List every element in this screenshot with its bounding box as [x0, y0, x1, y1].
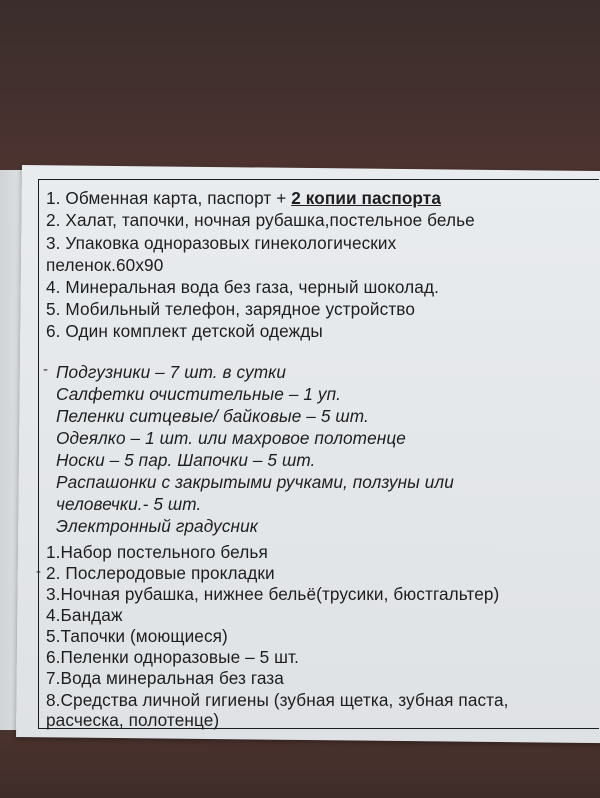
- mother-item: 2. Послеродовые прокладки: [46, 563, 275, 583]
- section1-line1: [46, 188, 441, 208]
- baby-item: Одеялко – 1 шт. или махровое полотенце: [56, 428, 406, 448]
- baby-item: Носки – 5 пар. Шапочки – 5 шт.: [56, 450, 316, 470]
- line1-text: 1. Обменная карта, паспорт +: [46, 188, 292, 208]
- baby-item: человечки.- 5 шт.: [56, 494, 202, 514]
- baby-item: Подгузники – 7 шт. в сутки: [56, 362, 286, 382]
- mother-item: 7.Вода минеральная без газа: [46, 668, 284, 688]
- mother-item: 6.Пеленки одноразовые – 5 шт.: [46, 647, 299, 667]
- mother-item: 8.Средства личной гигиены (зубная щетка, зубная паста,: [46, 690, 509, 710]
- background-top: [0, 0, 600, 180]
- mother-item: 5.Тапочки (моющиеся): [46, 626, 228, 646]
- line1-emphasis: 2 копии паспорта: [291, 188, 441, 208]
- baby-item: Распашонки с закрытыми ручками, ползуны или: [56, 472, 454, 492]
- section1-line5: 5. Мобильный телефон, зарядное устройство: [46, 299, 415, 319]
- baby-item: Электронный градусник: [56, 516, 258, 536]
- section1-line6: 6. Один комплект детской одежды: [46, 321, 323, 341]
- mother-item: 4.Бандаж: [46, 605, 123, 625]
- section1-line3b: пеленок.60х90: [46, 255, 164, 275]
- margin-dash: -: [43, 361, 48, 378]
- baby-item: Салфетки очистительные – 1 уп.: [56, 384, 342, 404]
- mother-item: расческа, полотенце): [46, 710, 220, 730]
- margin-dash: -: [36, 563, 41, 580]
- section1-line2: 2. Халат, тапочки, ночная рубашка,постельное белье: [46, 210, 475, 230]
- mother-item: 1.Набор постельного белья: [46, 542, 268, 562]
- baby-item: Пеленки ситцевые/ байковые – 5 шт.: [56, 406, 369, 426]
- section1-line3: 3. Упаковка одноразовых гинекологических: [46, 233, 397, 253]
- section1-line4: 4. Минеральная вода без газа, черный шоколад.: [46, 277, 439, 297]
- mother-item: 3.Ночная рубашка, нижнее бельё(трусики, бюстгальтер): [46, 584, 500, 604]
